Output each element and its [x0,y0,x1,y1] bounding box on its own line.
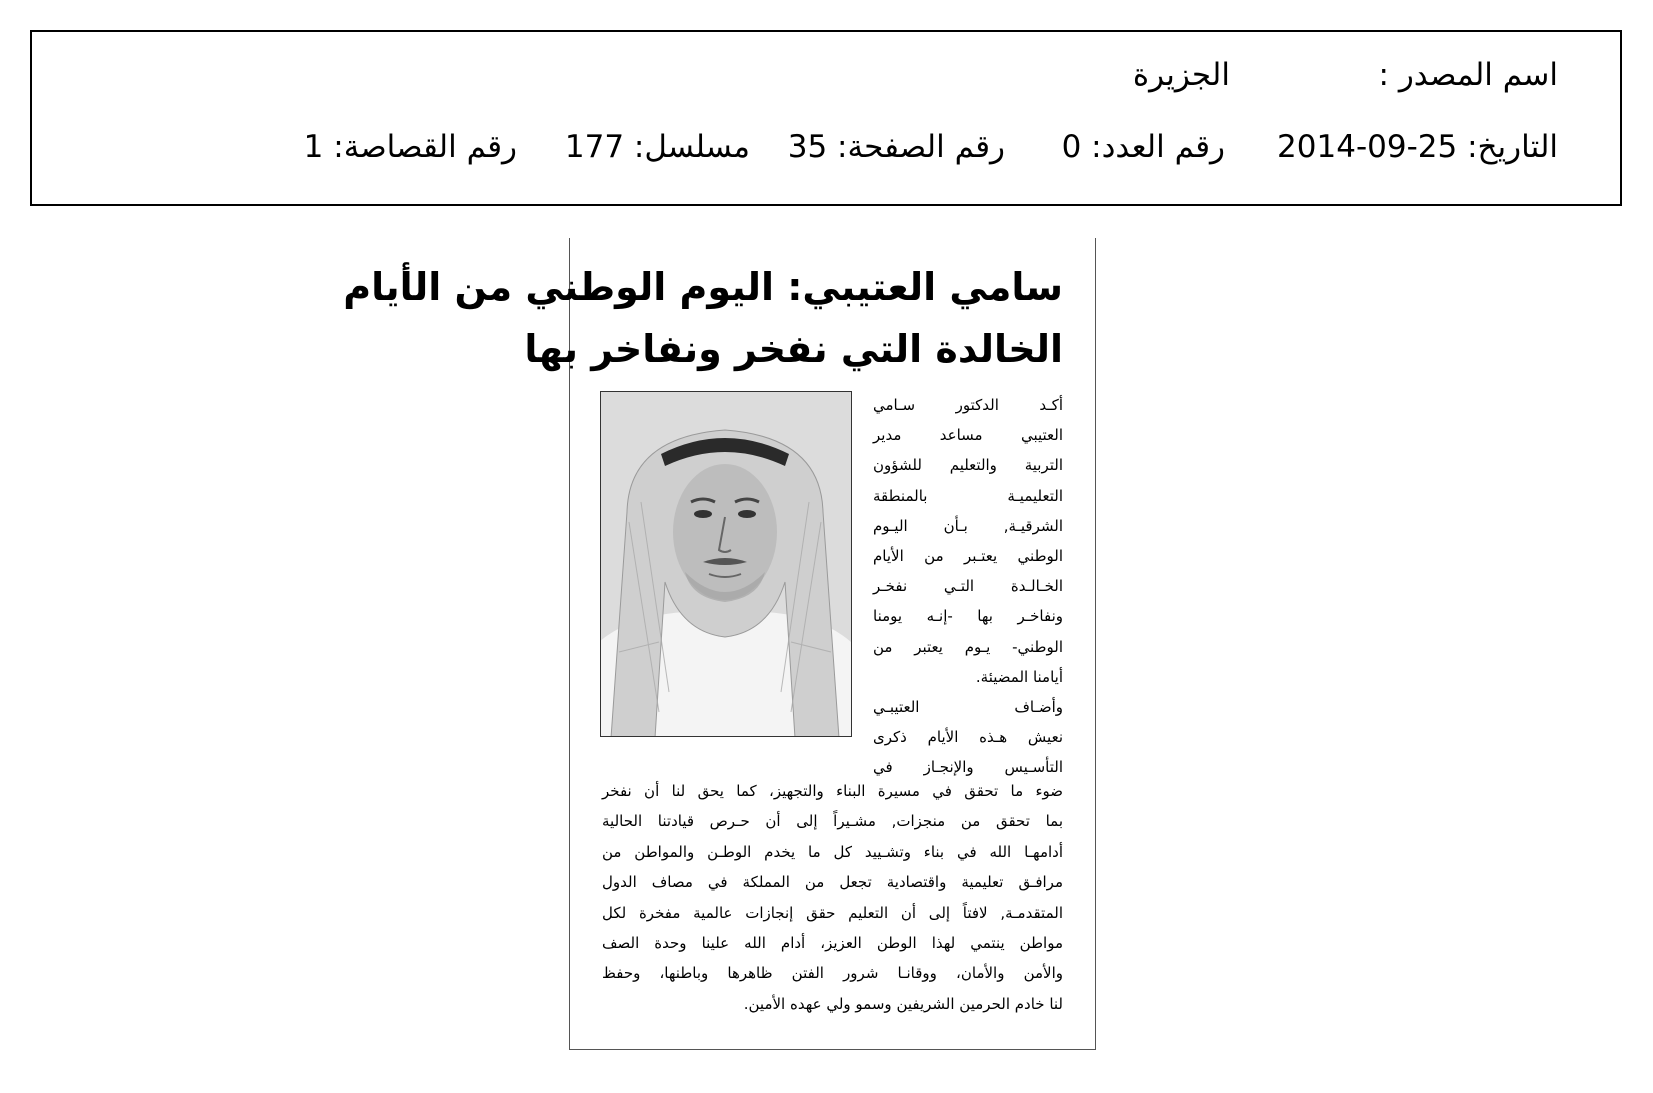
body-line: وأضـاف العتيبـي [873,698,1063,717]
source-value: الجزيرة [1132,57,1230,93]
source-info-box [30,30,1622,206]
newspaper-clipping [343,238,1096,1050]
body-line: بما تحقق من منجزات, مشـيراً إلى أن حـرص قيادتنا الحالية [602,812,1063,831]
body-line: الوطني- يـوم يعتبر من [873,637,1063,656]
headline-line: الخالدة التي نفخر ونفاخر بها [524,327,1063,371]
headline-line: سامي العتيبي: اليوم الوطني من الأيام [343,265,1063,309]
body-line: ونفاخـر بها -إنـه يومنا [873,607,1063,626]
body-line: المتقدمـة, لافتاً إلى أن التعليم حقق إنجازات عالمية مفخرة لكل [602,903,1063,922]
body-line: مرافـق تعليمية واقتصادية تجعل من المملكة في مصاف الدول [602,873,1063,892]
serial-field: مسلسل: 177 [564,129,750,165]
body-line: أكـد الدكتور سـامي [873,396,1063,414]
body-line: التعليميـة بالمنطقة [873,486,1063,505]
body-line: نعيش هـذه الأيام ذكرى [873,728,1063,747]
body-line: التأسـيس والإنجـاز في [873,758,1063,777]
body-line: الشرقيـة, بـأن اليـوم [873,516,1063,535]
body-line: التربية والتعليم للشؤون [873,456,1063,475]
date-field: التاريخ: 25-09-2014 [1277,129,1558,165]
page-number-field: رقم الصفحة: 35 [787,129,1005,165]
article-body-full-width [602,776,1063,1019]
clip-number-field: رقم القصاصة: 1 [303,129,517,165]
body-line: العتيبي مساعد مدير [873,426,1063,445]
source-label: اسم المصدر : [1378,57,1558,93]
body-line: الوطني يعتـبر من الأيام [873,547,1063,566]
body-line: والأمن والأمان، ووقانـا شرور الفتن ظاهرها وباطنها، وحفظ [602,964,1063,983]
body-line: مواطن ينتمي لهذا الوطن العزيز، أدام الله علينا وحدة الصف [602,934,1063,953]
article-headline [343,256,1063,380]
body-line: الخـالـدة التـي نفخـر [873,577,1063,596]
body-line: أيامنا المضيئة. [975,667,1063,686]
body-line: أدامهـا الله في بناء وتشـييد كل ما يخدم الوطـن والمواطن من [602,842,1063,861]
portrait-photo [600,391,852,737]
body-line: لنا خادم الحرمين الشريفين وسمو ولي عهده الأمين. [743,994,1063,1013]
body-line: ضوء ما تحقق في مسيرة البناء والتجهيز، كما يحق لنا أن نفخر [602,782,1063,800]
issue-number-field: رقم العدد: 0 [1061,129,1225,165]
article-body-column [873,390,1063,783]
